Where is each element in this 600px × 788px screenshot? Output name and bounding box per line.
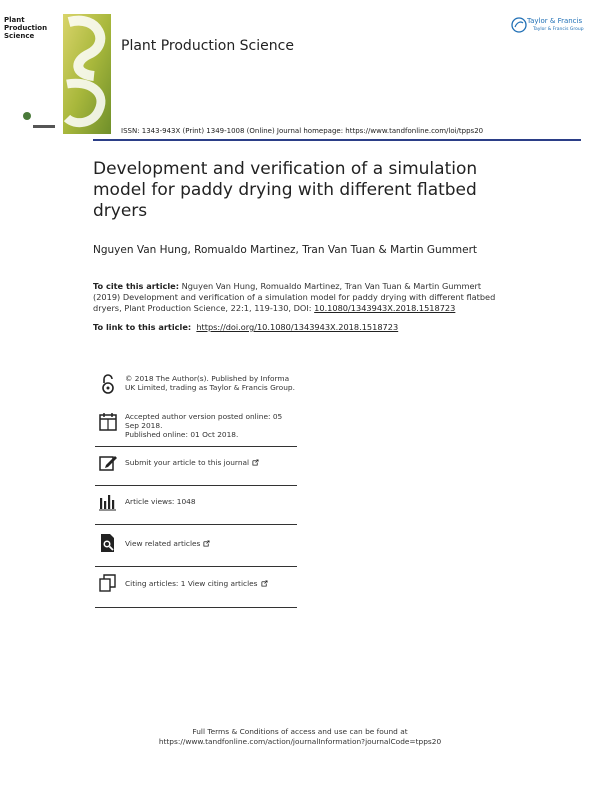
external-link-icon xyxy=(203,540,210,547)
bar-chart-icon xyxy=(99,492,117,512)
divider xyxy=(95,485,297,486)
calendar-icon xyxy=(99,412,117,432)
publisher-logo-text: Taylor & Francis xyxy=(527,17,583,25)
footer xyxy=(0,727,600,747)
dates-row xyxy=(95,412,297,444)
publisher-logo-icon xyxy=(511,17,527,33)
external-link-icon xyxy=(252,459,259,466)
citing-label[interactable]: Citing articles: 1 View citing articles xyxy=(125,579,258,588)
citing-row[interactable] xyxy=(95,573,297,595)
doi-link[interactable]: 10.1080/1343943X.2018.1518723 xyxy=(314,303,456,313)
submit-row[interactable] xyxy=(95,453,297,475)
citing-link[interactable] xyxy=(125,579,297,588)
external-link-icon xyxy=(261,580,268,587)
dates-text xyxy=(125,412,297,440)
license-text: © 2018 The Author(s). Published by Informa UK Limited, trading as Taylor & Francis Group. xyxy=(125,374,295,393)
divider xyxy=(95,524,297,525)
published-date: Published online: 01 Oct 2018. xyxy=(125,430,239,440)
footer-terms: Full Terms & Conditions of access and use can be found at xyxy=(192,727,408,736)
edit-pencil-icon xyxy=(99,453,117,473)
open-access-lock-icon xyxy=(99,374,117,394)
link-label: To link to this article: xyxy=(93,322,192,332)
license-row xyxy=(95,374,297,404)
divider xyxy=(95,607,297,608)
link-line xyxy=(93,322,398,332)
footer-url[interactable]: https://www.tandfonline.com/action/journalInformation?journalCode=tpps20 xyxy=(158,737,442,746)
citing-articles-icon xyxy=(99,573,117,593)
views-text: Article views: 1048 xyxy=(125,497,196,506)
divider xyxy=(95,566,297,567)
journal-name[interactable]: Plant Production Science xyxy=(121,38,294,54)
header-divider xyxy=(93,139,581,141)
citation-text: Nguyen Van Hung, Romualdo Martinez, Tran Van Tuan & Martin Gummert (2019) Development and verification of a simulation model for paddy drying with different flatbed dryers, Plant Production Science, 22:1, 119-130, DOI: xyxy=(93,281,496,313)
publisher-logo-subtext: Taylor & Francis Group xyxy=(533,27,584,32)
related-link[interactable] xyxy=(125,539,297,548)
article-authors: Nguyen Van Hung, Romualdo Martinez, Tran Van Tuan & Martin Gummert xyxy=(93,244,478,256)
related-label[interactable]: View related articles xyxy=(125,539,201,548)
citation-block xyxy=(93,281,508,314)
accepted-date: Accepted author version posted online: 05 Sep 2018. xyxy=(125,412,283,431)
submit-link[interactable] xyxy=(125,458,297,467)
views-row xyxy=(95,492,297,514)
citation-label: To cite this article: xyxy=(93,281,179,291)
divider xyxy=(95,446,297,447)
cover-title: Plant Production Science xyxy=(4,16,48,40)
related-row[interactable] xyxy=(95,533,297,555)
article-url-link[interactable]: https://doi.org/10.1080/1343943X.2018.1518723 xyxy=(196,322,399,332)
issn-line[interactable]: ISSN: 1343-943X (Print) 1349-1008 (Online) Journal homepage: https://www.tandfonline.com/loi/tpps20 xyxy=(121,127,484,135)
related-articles-search-icon xyxy=(99,533,117,553)
submit-label[interactable]: Submit your article to this journal xyxy=(125,458,250,467)
article-title: Development and verification of a simulation model for paddy drying with different flatbed dryers xyxy=(93,159,478,221)
